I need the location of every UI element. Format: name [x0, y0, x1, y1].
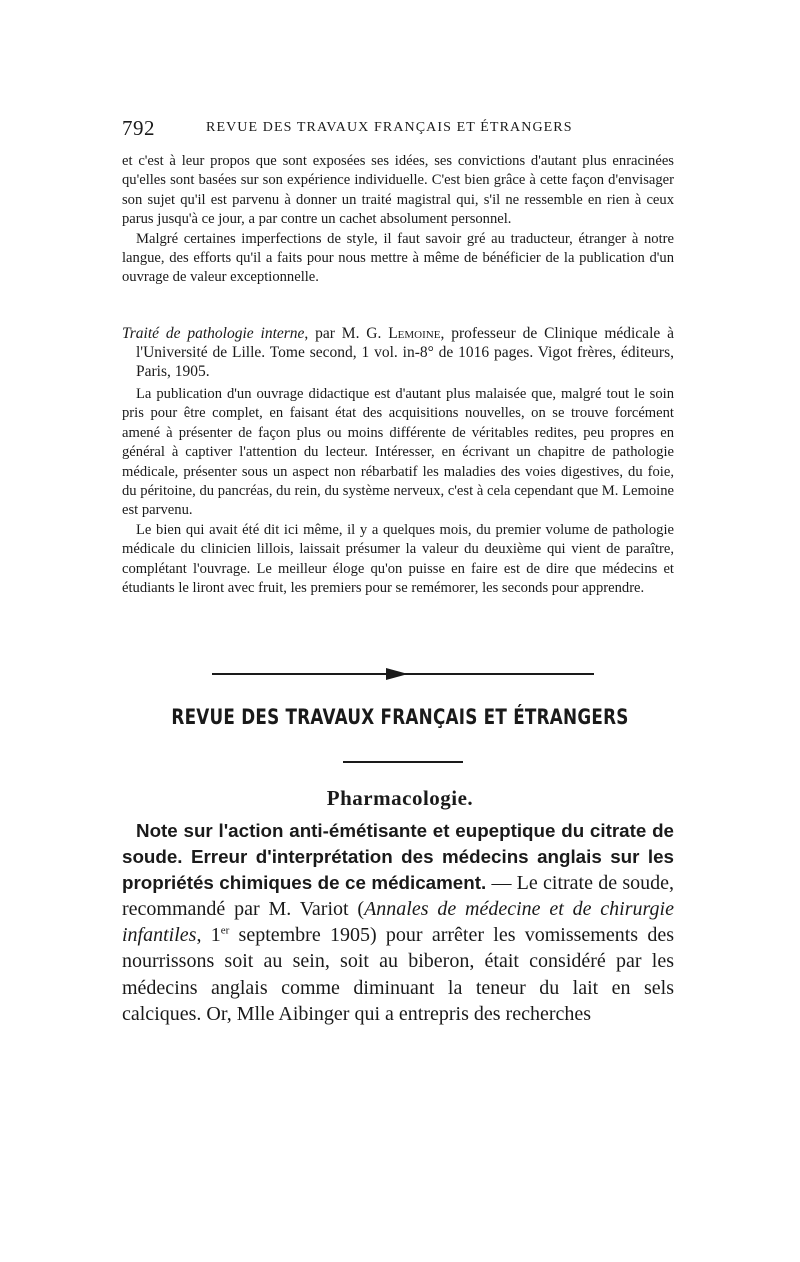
- note-title: Note sur l'action anti-émétisante et eupeptique du citrate de soude. Erreur d'interprétation des médecins anglais sur les propriétés chimiques de ce médicament.: [122, 820, 674, 894]
- review-text: [122, 385, 674, 598]
- continuation-paragraph: Malgré certaines imperfections de style, il faut savoir gré au traducteur, étranger à notre langue, des efforts qu'il a faits pour nous mettre à même de bénéficier de la publication d'un ouvrage de valeur exceptionnelle.: [122, 230, 674, 286]
- section-subheading: Pharmacologie.: [326, 786, 474, 810]
- book-reference: [122, 324, 674, 381]
- reference-entry: [122, 324, 674, 381]
- running-header: [122, 116, 674, 140]
- reference-by: , par M. G.: [304, 325, 389, 342]
- review-paragraph: Le bien qui avait été dit ici même, il y a quelques mois, du premier volume de pathologie médicale du clinicien lillois, laissait présumer la valeur du deuxième qui vient de paraître, complétant l'ouvrage. Le meilleur éloge qu'on puisse en faire est de dire que médecins et étudiants le liront avec fruit, les premiers pour se remémorer, les seconds pour apprendre.: [122, 521, 674, 597]
- note-paragraph: [122, 818, 674, 1027]
- section-heading: REVUE DES TRAVAUX FRANÇAIS ET ÉTRANGERS: [171, 705, 629, 729]
- journal-name: Annales de médecine et de chirurgie infantiles: [122, 898, 674, 947]
- note-text-part: , 1: [196, 924, 221, 947]
- book-author: Lemoine: [388, 325, 441, 342]
- note-text-part: septembre 1905) pour arrêter les vomissements des nourrissons soit au sein, soit au biberon, était considéré par les médecins anglais comme diminuant la teneur du lait en sels calciques. Or, Mlle Aibinger qui a entrepris des recherches: [122, 924, 674, 1025]
- ordinal-superscript: er: [220, 924, 230, 937]
- heading-rule: [343, 761, 463, 763]
- continuation-paragraph: et c'est à leur propos que sont exposées ses idées, ses convictions d'autant plus enracinées qu'elles sont basées sur son expérience individuelle. C'est bien grâce à cette façon d'envisager son sujet qu'il est parvenu à donner un traité magistral qui, s'il ne ressemble en rien à ceux parus jusqu'à ce jour, a par contre un cachet absolument personnel.: [122, 153, 674, 228]
- note-text: [122, 818, 674, 1027]
- divider-ornament: [386, 668, 408, 680]
- reference-details: , professeur de Clinique médicale à l'Université de Lille. Tome second, 1 vol. in-8° de 1016 pages. Vigot frères, éditeurs, Paris, 1905.: [136, 325, 674, 380]
- review-paragraph: La publication d'un ouvrage didactique est d'autant plus malaisée que, malgré tout le soin pris pour être complet, en faisant état des acquisitions nouvelles, on se trouve forcément amené à présenter de façon plus ou moins différente de véritables redites, peu propres en général à captiver l'attention du lecteur. Intéresser, en écrivant un chapitre de pathologie médicale, présenter sous un aspect non rébarbatif les maladies des voies digestives, du foie, du péritoine, du pancréas, du rein, du système nerveux, c'est à cela cependant que M. Lemoine est parvenu.: [122, 386, 674, 519]
- page-number: 792: [122, 116, 155, 140]
- running-title: REVUE DES TRAVAUX FRANÇAIS ET ÉTRANGERS: [206, 120, 573, 135]
- note-text-part: — Le citrate de soude, recommandé par M. Variot (: [122, 872, 675, 921]
- continuation-text: [122, 152, 674, 288]
- book-title: Traité de pathologie interne: [122, 325, 305, 342]
